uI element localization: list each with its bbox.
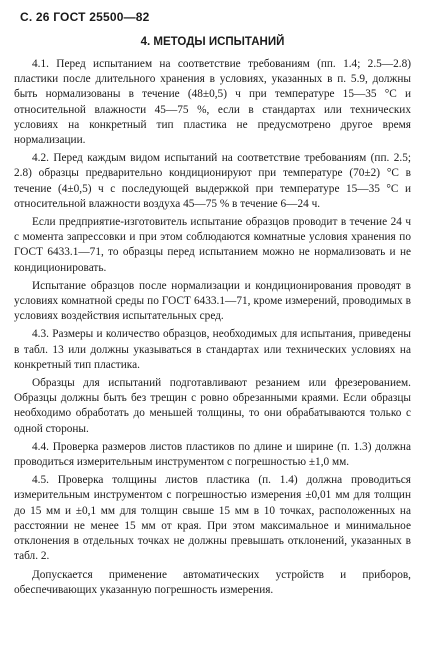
paragraph-automatic-devices: Допускается применение автоматических устройств и приборов, обеспечивающих указанную погрешность измерения. bbox=[14, 568, 411, 596]
paragraph-sample-preparation: Образцы для испытаний подготавливают резанием или фрезерованием. Образцы должны быть без трещин с ровно обрезанными краями. Если образцы необходимо обработать до меньшей толщины, то они обрабатываются только с одной стороны. bbox=[14, 377, 411, 435]
paragraph-manufacturer-test: Если предприятие-изготовитель испытание образцов проводит в течение 24 ч с момента запрессовки и при этом соблюдаются комнатные условия хранения по ГОСТ 6433.1—71, то образцы перед испытанием можно не нормализовать и не кондиционировать. bbox=[14, 216, 411, 274]
paragraph-4-2: 4.2. Перед каждым видом испытаний на соответствие требованиям (пп. 2.5; 2.8) образцы предварительно кондиционируют при температуре (70±2) °С в течение (4±0,5) ч с последующей выдержкой при температуре 15—35 °С и относительной влажности воздуха 45—75 % в течение 6—24 ч. bbox=[14, 152, 411, 210]
running-header: С. 26 ГОСТ 25500—82 bbox=[20, 10, 150, 24]
paragraph-4-1: 4.1. Перед испытанием на соответствие требованиям (пп. 1.4; 2.5—2.8) пластики после длительного хранения в условиях, указанных в п. 5.9, должны быть нормализованы в течение (48±0,5) ч при температуре 15—35 °С и относительной влажности 45—75 %, если в стандартах или технических условиях на конкретный тип пластика не предусмотрено другое время нормализации. bbox=[14, 58, 411, 147]
paragraph-4-4: 4.4. Проверка размеров листов пластиков по длине и ширине (п. 1.3) должна проводиться измерительным инструментом с погрешностью ±1,0 мм. bbox=[14, 440, 411, 469]
document-page bbox=[14, 10, 411, 601]
section-title: 4. МЕТОДЫ ИСПЫТАНИЙ bbox=[140, 36, 285, 48]
paragraph-room-conditions: Испытание образцов после нормализации и кондиционирования проводят в условиях комнатной среды по ГОСТ 6433.1—71, кроме измерений, проводимых в условиях воздействия испытательных сред. bbox=[14, 279, 411, 323]
paragraph-4-5: 4.5. Проверка толщины листов пластика (п. 1.4) должна проводиться измерительным инструментом с погрешностью измерения ±0,01 мм для толщин до 15 мм и ±0,1 мм для толщин свыше 15 мм в 10 точках, расположенных на расстоянии не менее 15 мм от края. При этом максимальное и минимальное отклонения в отдельных точках не должны превышать отклонений, указанных в табл. 2. bbox=[14, 474, 411, 563]
paragraph-4-3: 4.3. Размеры и количество образцов, необходимых для испытания, приведены в табл. 13 или должны указываться в стандартах или технических условиях на конкретный тип пластика. bbox=[14, 328, 411, 371]
